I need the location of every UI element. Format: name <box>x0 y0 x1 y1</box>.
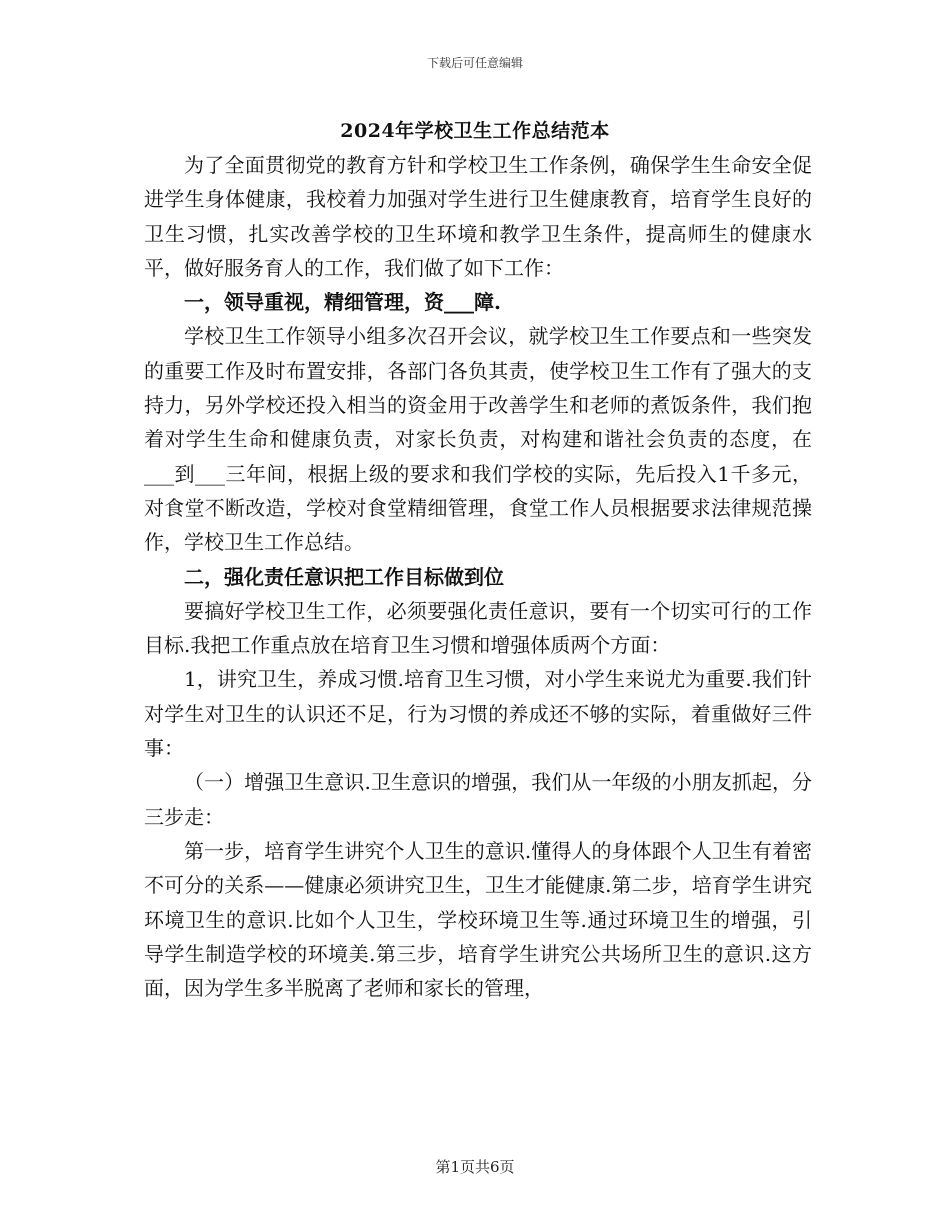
subitem-1-paragraph: （一）增强卫生意识.卫生意识的增强，我们从一年级的小朋友抓起，分三步走： <box>144 770 812 829</box>
intro-paragraph: 为了全面贯彻党的教育方针和学校卫生工作条例，确保学生生命安全促进学生身体健康，我校着力加强对学生进行卫生健康教育，培育学生良好的卫生习惯，扎实改善学校的卫生环境和教学卫生条件，提高师生的健康水平，做好服务育人的工作，我们做了如下工作： <box>144 153 812 280</box>
steps-paragraph: 第一步，培育学生讲究个人卫生的意识.懂得人的身体跟个人卫生有着密不可分的关系——健康必须讲究卫生，卫生才能健康.第二步，培育学生讲究环境卫生的意识.比如个人卫生，学校环境卫生等.通过环境卫生的增强，引导学生制造学校的环境美.第三步，培育学生讲究公共场所卫生的意识.这方面，因为学生多半脱离了老师和家长的管理， <box>144 838 812 1001</box>
section-heading-2: 二，强化责任意识把工作目标做到位 <box>184 564 504 589</box>
item-1-paragraph: 1，讲究卫生，养成习惯.培育卫生习惯，对小学生来说尤为重要.我们针对学生对卫生的认识还不足，行为习惯的养成还不够的实际，着重做好三件事： <box>144 667 812 761</box>
page-number-footer: 第1页共6页 <box>435 1158 515 1176</box>
section-1-paragraph: 学校卫生工作领导小组多次召开会议，就学校卫生工作要点和一些突发的重要工作及时布置安排，各部门各负其责，使学校卫生工作有了强大的支持力，另外学校还投入相当的资金用于改善学生和老师的煮饭条件，我们抱着对学生生命和健康负责，对家长负责，对构建和谐社会负责的态度，在___到___三年间，根据上级的要求和我们学校的实际，先后投入1千多元，对食堂不断改造，学校对食堂精细管理，食堂工作人员根据要求法律规范操作，学校卫生工作总结。 <box>144 324 812 555</box>
section-heading-1: 一，领导重视，精细管理，资___障. <box>184 290 501 315</box>
document-body <box>144 148 812 1005</box>
page-header-note: 下载后可任意编辑 <box>426 56 523 70</box>
document-title: 2024年学校卫生工作总结范本 <box>340 120 610 142</box>
section-2-paragraph: 要搞好学校卫生工作，必须要强化责任意识，要有一个切实可行的工作目标.我把工作重点放在培育卫生习惯和增强体质两个方面： <box>144 598 812 658</box>
